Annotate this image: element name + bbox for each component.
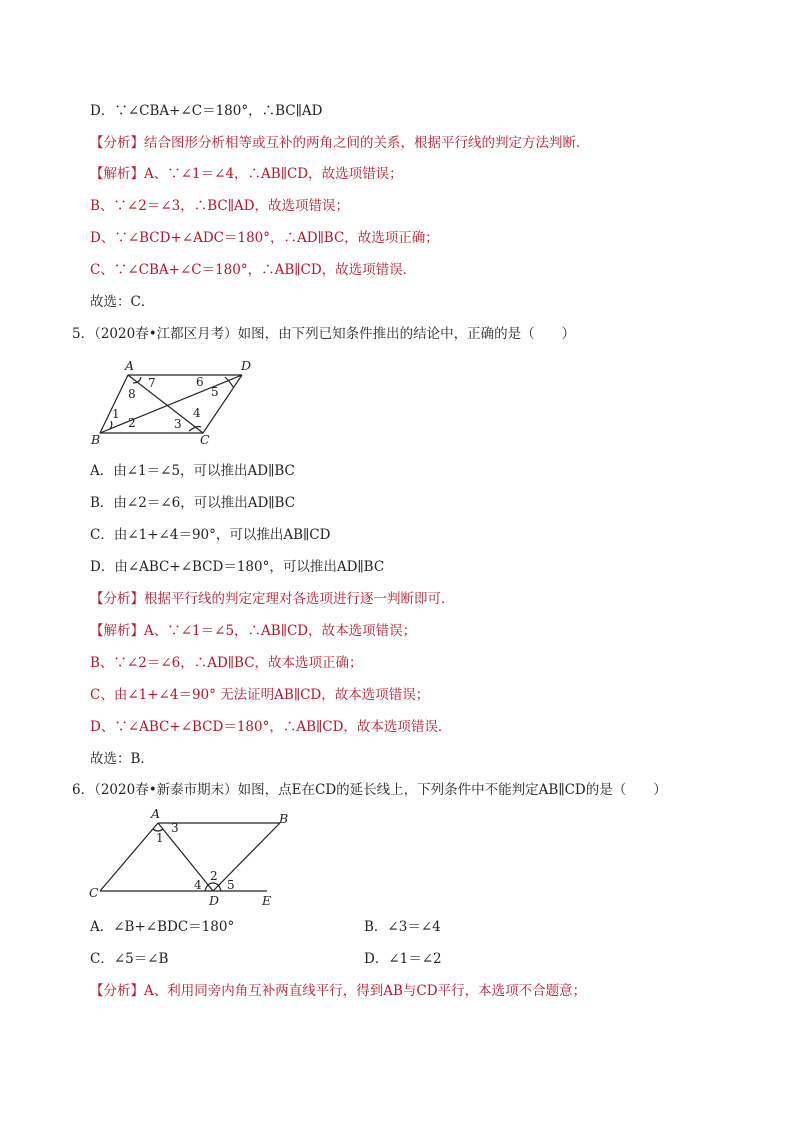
q6-stem: 6．（2020春•新泰市期末）如图，点E在CD的延长线上，下列条件中不能判定AB∥CD的是（ ） xyxy=(72,782,667,798)
q6-line-bd xyxy=(213,823,280,891)
prev-analysis xyxy=(90,134,590,152)
q5-solution-line-2: B、∵∠2＝∠6，∴AD∥BC，故本选项正确； xyxy=(90,655,363,671)
q6-line-ac xyxy=(100,823,158,891)
q6-angle-1: 1 xyxy=(156,831,164,845)
q5-option-d: D．由∠ABC+∠BCD＝180°，可以推出AD∥BC xyxy=(90,559,385,575)
prev-solution-line-1: 【解析】A、∵∠1＝∠4，∴AB∥CD，故选项错误； xyxy=(90,166,403,182)
q6-analysis xyxy=(90,982,586,1000)
solution-tag: 【解析】 xyxy=(90,623,144,639)
q5-label-d: D xyxy=(241,358,252,373)
q6-label-b: B xyxy=(279,811,289,826)
q6-label-a: A xyxy=(151,806,161,821)
prev-solution-line-3: D、∵∠BCD+∠ADC＝180°，∴AD∥BC，故选项正确； xyxy=(90,230,439,246)
q6-option-c: C．∠5＝∠B xyxy=(90,951,169,967)
q5-angle-2: 2 xyxy=(128,416,136,430)
analysis-text: A、利用同旁内角互补两直线平行，得到AB与CD平行，本选项不合题意； xyxy=(144,983,587,999)
q6-angle-4: 4 xyxy=(194,878,202,892)
solution-tag: 【解析】 xyxy=(90,166,144,182)
q5-option-a: A．由∠1＝∠5，可以推出AD∥BC xyxy=(90,463,295,479)
q6-angle-3: 3 xyxy=(171,821,179,835)
q5-solution-line-3: C、由∠1+∠4＝90° 无法证明AB∥CD，故本选项错误； xyxy=(90,687,430,703)
q5-angle-3: 3 xyxy=(174,417,182,431)
q5-diagonal-ac xyxy=(128,375,203,433)
q5-parallelogram-figure xyxy=(85,355,260,447)
q6-option-d: D．∠1＝∠2 xyxy=(364,951,442,967)
q6-figure xyxy=(85,805,289,910)
q6-option-b: B．∠3＝∠4 xyxy=(364,919,441,935)
q5-answer: 故选：B． xyxy=(90,751,154,767)
q5-angle-8: 8 xyxy=(128,387,136,401)
q5-solution-line-1: 【解析】A、∵∠1＝∠5，∴AB∥CD，故本选项错误； xyxy=(90,623,417,639)
q5-label-c: C xyxy=(200,432,210,447)
q5-label-a: A xyxy=(125,358,135,373)
q5-analysis xyxy=(90,590,455,608)
prev-answer: 故选：C． xyxy=(90,294,155,310)
analysis-tag: 【分析】 xyxy=(90,135,144,151)
q5-option-c: C．由∠1+∠4＝90°，可以推出AB∥CD xyxy=(90,527,331,543)
prev-solution-line-2: B、∵∠2＝∠3，∴BC∥AD，故选项错误； xyxy=(90,198,350,214)
q5-option-b: B．由∠2＝∠6，可以推出AD∥BC xyxy=(90,495,296,511)
q5-line-ab xyxy=(100,375,128,433)
q6-angle-5: 5 xyxy=(227,878,235,892)
prev-option-d: D．∵∠CBA+∠C＝180°，∴BC∥AD xyxy=(90,103,323,119)
q6-angle-2: 2 xyxy=(210,869,218,883)
q5-solution-line-4: D、∵∠ABC+∠BCD＝180°，∴AB∥CD，故本选项错误． xyxy=(90,719,452,735)
analysis-text: 结合图形分析相等或互补的两角之间的关系，根据平行线的判定方法判断． xyxy=(144,135,590,151)
q6-label-c: C xyxy=(89,885,99,900)
q6-label-d: D xyxy=(209,893,220,908)
q5-angle-7: 7 xyxy=(148,376,156,390)
prev-solution-line-4: C、∵∠CBA+∠C＝180°，∴AB∥CD，故选项错误． xyxy=(90,262,417,278)
q5-angle-4: 4 xyxy=(193,406,201,420)
q5-label-b: B xyxy=(91,432,101,447)
q6-option-a: A．∠B+∠BDC＝180° xyxy=(90,919,235,935)
q5-stem: 5．（2020春•江都区月考）如图，由下列已知条件推出的结论中，正确的是（ ） xyxy=(72,326,576,342)
q5-line-dc xyxy=(203,375,242,433)
analysis-tag: 【分析】 xyxy=(90,983,144,999)
analysis-tag: 【分析】 xyxy=(90,591,144,607)
q5-angle-6: 6 xyxy=(196,375,204,389)
q6-line-ad xyxy=(158,823,213,891)
analysis-text: 根据平行线的判定定理对各选项进行逐一判断即可． xyxy=(144,591,455,607)
q6-label-e: E xyxy=(262,893,272,908)
q5-angle-5: 5 xyxy=(211,385,219,399)
q5-diagonal-bd xyxy=(100,375,242,433)
q5-angle-1: 1 xyxy=(112,407,120,421)
